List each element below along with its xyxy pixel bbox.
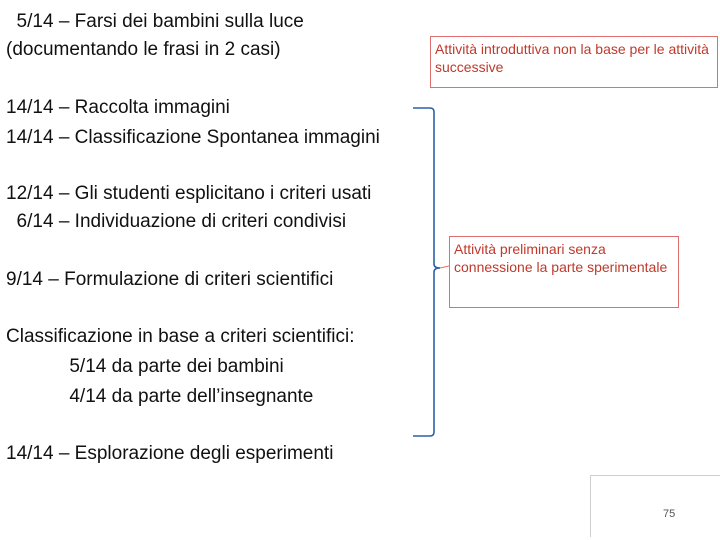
text-line-11: 14/14 – Esplorazione degli esperimenti — [6, 443, 334, 464]
note-introductory-text: Attività introduttiva non la base per le attività successive — [435, 41, 709, 75]
text-line-8: Classificazione in base a criteri scientifici: — [6, 326, 355, 347]
text-line-7: 9/14 – Formulazione di criteri scientifici — [6, 269, 334, 290]
text-line-10: 4/14 da parte dell’insegnante — [6, 386, 314, 407]
text-line-9: 5/14 da parte dei bambini — [6, 356, 284, 377]
text-line-1: 5/14 – Farsi dei bambini sulla luce — [6, 11, 304, 32]
text-line-5: 12/14 – Gli studenti esplicitano i criteri usati — [6, 183, 372, 204]
text-line-6: 6/14 – Individuazione di criteri condivisi — [6, 211, 347, 232]
text-line-4: 14/14 – Classificazione Spontanea immagini — [6, 127, 380, 148]
note-preliminary-text: Attività preliminari senza connessione la parte sperimentale — [454, 241, 668, 275]
text-line-3: 14/14 – Raccolta immagini — [6, 97, 230, 118]
right-brace — [413, 108, 440, 436]
text-line-2: (documentando le frasi in 2 casi) — [6, 39, 281, 60]
page-footer-frame — [590, 475, 720, 537]
page-number: 75 — [663, 508, 676, 520]
connector-line — [440, 266, 449, 268]
